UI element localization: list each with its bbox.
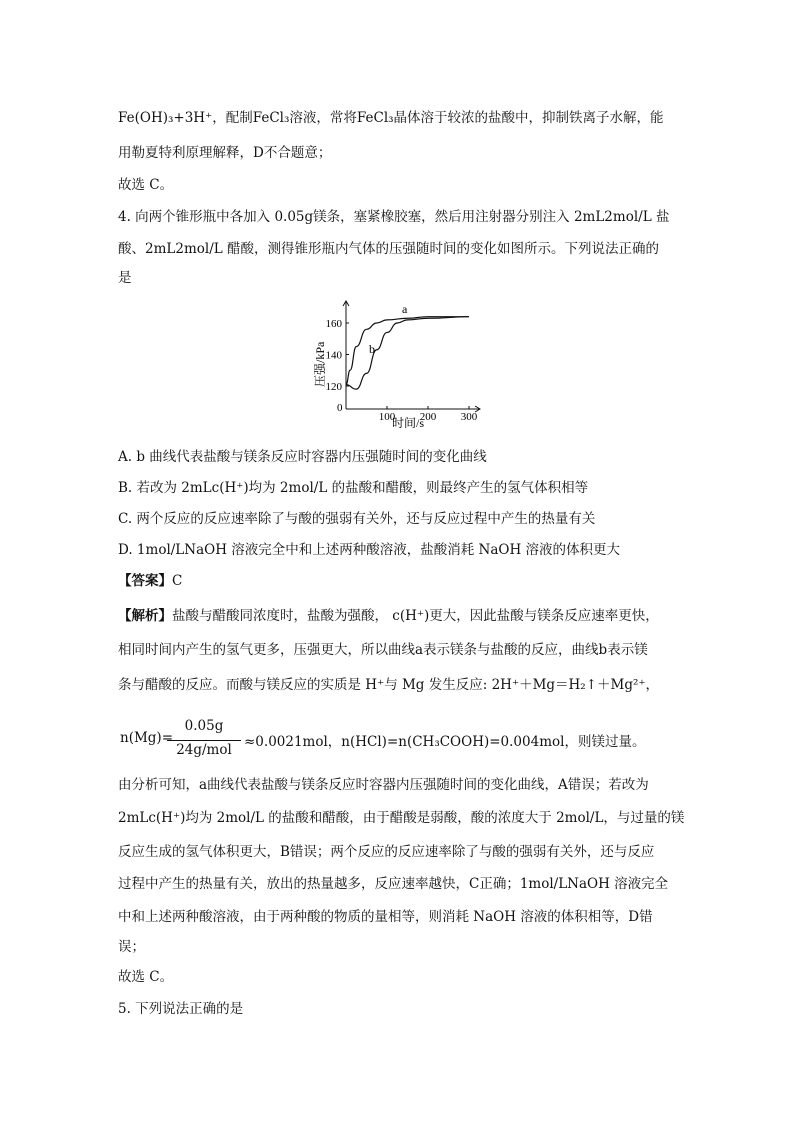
y-tick-label: 120 <box>325 381 342 393</box>
tick-label: 0 <box>337 402 343 414</box>
fraction-denominator: 24g/mol <box>176 742 232 758</box>
answer-line <box>118 571 182 591</box>
x-axis-label: 时间/s <box>392 416 425 430</box>
analysis-line <box>118 606 659 626</box>
analysis-line: 误； <box>118 939 145 955</box>
x-tick-label: 300 <box>460 411 478 423</box>
analysis-line: 过程中产生的热量有关，放出的热量越多，反应速率越快，C正确；1mol/LNaOH 溶液完全 <box>118 876 669 892</box>
analysis-line: 故选 C。 <box>118 969 174 985</box>
question-4-line: 4. 向两个锥形瓶中各加入 0.05g镁条，塞紧橡胶塞，然后用注射器分别注入 2mL2mol/L 盐 <box>118 209 670 225</box>
analysis-line: 2mLc(H⁺)均为 2mol/L 的盐酸和醋酸，由于醋酸是弱酸，酸的浓度大于 2mol/L，与过量的镁 <box>118 810 685 826</box>
curve-label-a: a <box>402 302 408 316</box>
x-tick-label: 100 <box>378 411 396 423</box>
question-4-line: 酸、2mL2mol/L 醋酸，测得锥形瓶内气体的压强随时间的变化如图所示。下列说法正确的 <box>118 241 659 257</box>
calc-prefix: n(Mg)= <box>120 730 174 746</box>
calc-suffix: ≈0.0021mol，n(HCl)=n(CH₃COOH)=0.004mol，则镁过量。 <box>244 734 646 750</box>
curve-b <box>346 317 469 389</box>
curve-label-b: b <box>369 342 375 356</box>
fraction-bar <box>167 740 241 741</box>
analysis-line: 相同时间内产生的氢气更多，压强更大，所以曲线a表示镁条与盐酸的反应，曲线b表示镁 <box>118 642 648 658</box>
analysis-line: 中和上述两种酸溶液，由于两种酸的物质的量相等，则消耗 NaOH 溶液的体积相等，D错 <box>118 909 653 925</box>
analysis-line: 反应生成的氢气体积更大，B错误；两个反应的反应速率除了与酸的强弱有关外，还与反应 <box>118 844 655 860</box>
option-a: A. b 曲线代表盐酸与镁条反应时容器内压强随时间的变化曲线 <box>118 449 487 465</box>
pressure-time-chart <box>310 295 490 430</box>
option-b: B. 若改为 2mLc(H⁺)均为 2mol/L 的盐酸和醋酸，则最终产生的氢气体积相等 <box>118 480 589 496</box>
y-axis-label: 压强/kPa <box>313 341 327 387</box>
y-tick-label: 140 <box>325 349 342 362</box>
answer-label: 【答案】 <box>118 573 172 589</box>
x-tick-label: 200 <box>419 411 437 423</box>
fraction-numerator: 0.05g <box>184 718 224 734</box>
text-line: 用勒夏特利原理解释，D不合题意； <box>118 145 332 161</box>
text-line: 故选 C。 <box>118 177 174 193</box>
question-5: 5. 下列说法正确的是 <box>118 1001 244 1017</box>
analysis-label: 【解析】 <box>118 608 172 624</box>
option-c: C. 两个反应的反应速率除了与酸的强弱有关外，还与反应过程中产生的热量有关 <box>118 511 596 527</box>
text-line: Fe(OH)₃+3H⁺，配制FeCl₃溶液，常将FeCl₃晶体溶于较浓的盐酸中，抑制铁离子水解，能 <box>118 110 664 126</box>
answer-value: C <box>172 573 183 589</box>
question-4-line: 是 <box>118 270 132 286</box>
analysis-text: 盐酸与醋酸同浓度时，盐酸为强酸， c(H⁺)更大，因此盐酸与镁条反应速率更快， <box>172 608 659 624</box>
option-d: D. 1mol/LNaOH 溶液完全中和上述两种酸溶液，盐酸消耗 NaOH 溶液的体积更大 <box>118 542 621 558</box>
y-tick-label: 160 <box>325 318 342 330</box>
analysis-line: 由分析可知，a曲线代表盐酸与镁条反应时容器内压强随时间的变化曲线，A错误；若改为 <box>118 777 649 793</box>
analysis-line: 条与醋酸的反应。而酸与镁反应的实质是 H⁺与 Mg 发生反应: 2H⁺＋Mg＝H₂↑＋Mg²⁺， <box>118 677 660 693</box>
